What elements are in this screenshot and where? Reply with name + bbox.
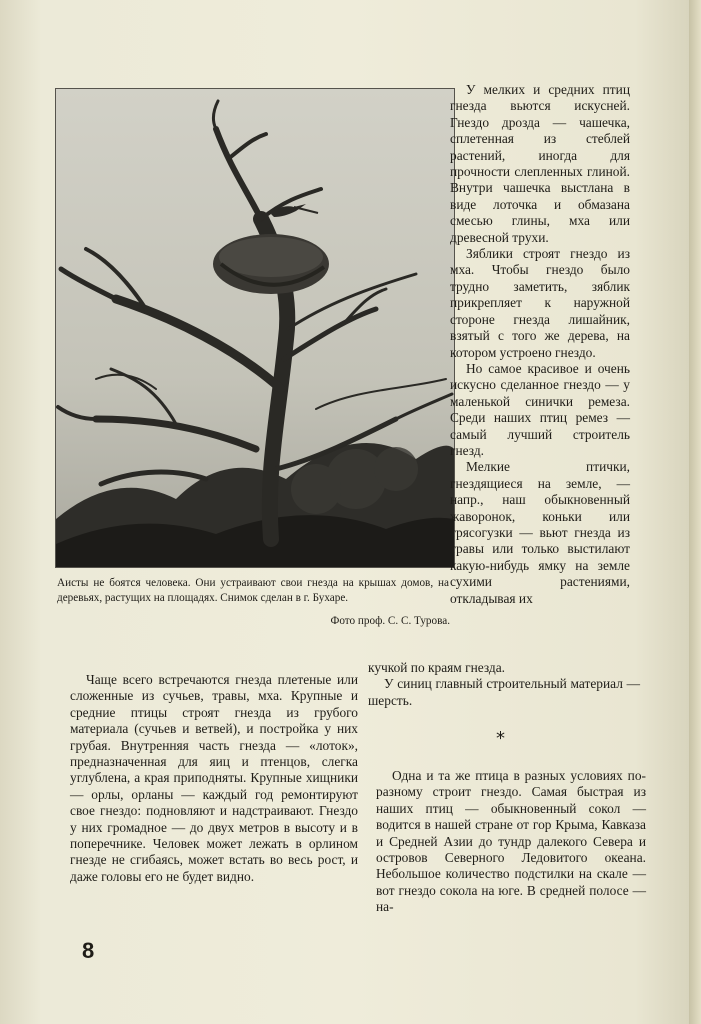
paragraph: Зяблики строят гнездо из мха. Чтобы гнездо было трудно заметить, зяблик прикрепляет к наружной стороне гнезда лишайник, взятый с того же дерева, на котором устроено гнездо. bbox=[450, 246, 630, 360]
text-column-right-top bbox=[450, 82, 630, 607]
paragraph: кучкой по краям гнезда. bbox=[368, 660, 506, 675]
text-column-right-bottom bbox=[376, 768, 646, 916]
text-continuation bbox=[368, 660, 640, 709]
page-edge bbox=[689, 0, 701, 1024]
paragraph: Одна и та же птица в разных условиях по-разному строит гнездо. Самая быстрая из наших птиц — обыкновенный сокол — водится в нашей стране от гор Крыма, Кавказа и Средней Азии до тундр далекого Севера и островов Северного Ледовитого океана. Небольшое количество подстилки на скале — вот гнездо сокола на юге. В средней полосе — на- bbox=[376, 768, 646, 915]
section-separator: * bbox=[496, 728, 505, 749]
paragraph: Мелкие птички, гнездящиеся на земле, — напр., наш обыкновенный жаворонок, коньки или трясогузки — вьют гнезда из травы или только выстилают какую-нибудь ямку на земле сухими растениями, откладывая их bbox=[450, 459, 630, 606]
paragraph: У мелких и средних птиц гнезда вьются искусней. Гнездо дрозда — чашечка, сплетенная из стеблей растений, иногда для прочности слепленных глиной. Внутри чашечка выстлана в виде лоточка и обмазана смесью глины, мха или древесной трухи. bbox=[450, 82, 630, 245]
stork-nest-photo bbox=[55, 88, 455, 568]
paragraph: Чаще всего встречаются гнезда плетеные или сложенные из сучьев, травы, мха. Крупные и средние птицы строят гнезда из грубого материала (сучьев и ветвей), и постройка у них грубая. Внутренняя часть гнезда — «лоток», предназначенная для яиц и птенцов, слегка углублена, а края приподняты. Крупные хищники — орлы, орланы — каждый год ремонтируют свое гнездо: подновляют и надстраивают. Гнездо у них громадное — до двух метров в высоту и в поперечнике. Человек может лежать в орлином гнезде не сгибаясь, может встать во весь рост, и даже головы его не будет видно. bbox=[70, 672, 358, 884]
paragraph: У синиц главный строительный материал — шерсть. bbox=[368, 676, 640, 708]
text-column-left-bottom bbox=[70, 672, 358, 885]
photo-credit: Фото проф. С. С. Турова. bbox=[330, 615, 450, 627]
photo-caption: Аисты не боятся человека. Они устраивают свои гнезда на крышах домов, на деревьях, растущих на площадях. Снимок сделан в г. Бухаре. bbox=[57, 577, 449, 604]
paragraph: Но самое красивое и очень искусно сделанное гнездо — у маленькой синички ремеза. Среди наших птиц ремез — самый лучший строитель гнезд. bbox=[450, 360, 630, 458]
page-number: 8 bbox=[82, 938, 95, 963]
